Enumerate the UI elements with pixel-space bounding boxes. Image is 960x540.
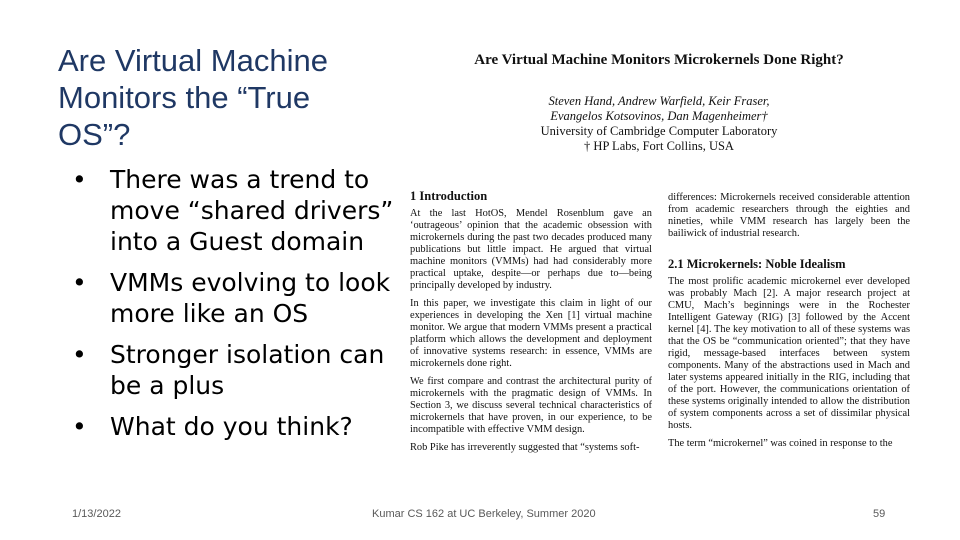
footer-date: 1/13/2022 bbox=[72, 508, 121, 520]
paragraph: The most prolific academic microkernel ever developed was probably Mach [2]. A major research project at CMU, Mach’s beginnings were in the Rochester Intelligent Gateway (RIG) [3] followed by the Accent kernel [4]. The key motivation to all of these systems was that the OS be “communication oriented”; that they have rigid, message-based interfaces between system components. Many of the abstractions used in Mach and later systems appeared initially in the RIG, including that of the port. However, the communications orientation of these systems originally intended to allow the distribution of system components across a set of dissimilar physical hosts. bbox=[668, 276, 910, 431]
bullet-item: • What do you think? bbox=[72, 411, 402, 442]
footer-course: Kumar CS 162 at UC Berkeley, Summer 2020 bbox=[372, 508, 596, 520]
paragraph: The term “microkernel” was coined in response to the bbox=[668, 438, 893, 449]
paper-left-column bbox=[410, 190, 652, 460]
bullet-item: • VMMs evolving to look more like an OS bbox=[72, 267, 402, 329]
affiliation: University of Cambridge Computer Laboratory bbox=[540, 124, 778, 138]
paper-right-column bbox=[668, 192, 910, 456]
paragraph: In this paper, we investigate this claim in light of our experiences in developing the Xen [1] virtual machine monitor. We argue that modern VMMs present a practical platform which allows the development and deployment of innovative systems research: in essence, VMMs are microkernels done right. bbox=[410, 298, 652, 369]
paragraph: differences: Microkernels received considerable attention from academic researchers through the eighties and nineties, while VMM research has largely been the bailiwick of industrial research. bbox=[668, 192, 910, 239]
paper-excerpt-image bbox=[406, 40, 912, 482]
affiliation: † HP Labs, Fort Collins, USA bbox=[584, 139, 734, 153]
slide-title: Are Virtual Machine Monitors the “True OS”? bbox=[58, 43, 328, 152]
paragraph: Rob Pike has irreverently suggested that “systems soft- bbox=[410, 442, 640, 453]
bullet-item: • Stronger isolation can be a plus bbox=[72, 339, 402, 401]
authors-line: Evangelos Kotsovinos, Dan Magenheimer† bbox=[550, 109, 768, 123]
bullet-list bbox=[72, 164, 402, 452]
bullet-item: • There was a trend to move “shared drivers” into a Guest domain bbox=[72, 164, 402, 257]
paragraph: At the last HotOS, Mendel Rosenblum gave an ‘outrageous’ opinion that the academic obsession with microkernels during the past two decades produced many publications but little impact. He argued that virtual machine monitors (VMMs) had had considerably more practical uptake, despite—or perhaps due to—being principally developed by industry. bbox=[410, 208, 652, 291]
section-heading: 2.1 Microkernels: Noble Idealism bbox=[668, 257, 846, 271]
paragraph: We first compare and contrast the architectural purity of microkernels with the pragmatic design of VMMs. In Section 3, we discuss several technical characteristics of microkernels that have proven, in our experience, to be incompatible with effective VMM design. bbox=[410, 376, 652, 435]
paper-title: Are Virtual Machine Monitors Microkernels Done Right? bbox=[474, 52, 844, 68]
slide-number: 59 bbox=[873, 508, 886, 520]
paper-authors bbox=[406, 94, 912, 154]
authors-line: Steven Hand, Andrew Warfield, Keir Fraser, bbox=[548, 94, 770, 108]
section-heading: 1 Introduction bbox=[410, 189, 488, 203]
